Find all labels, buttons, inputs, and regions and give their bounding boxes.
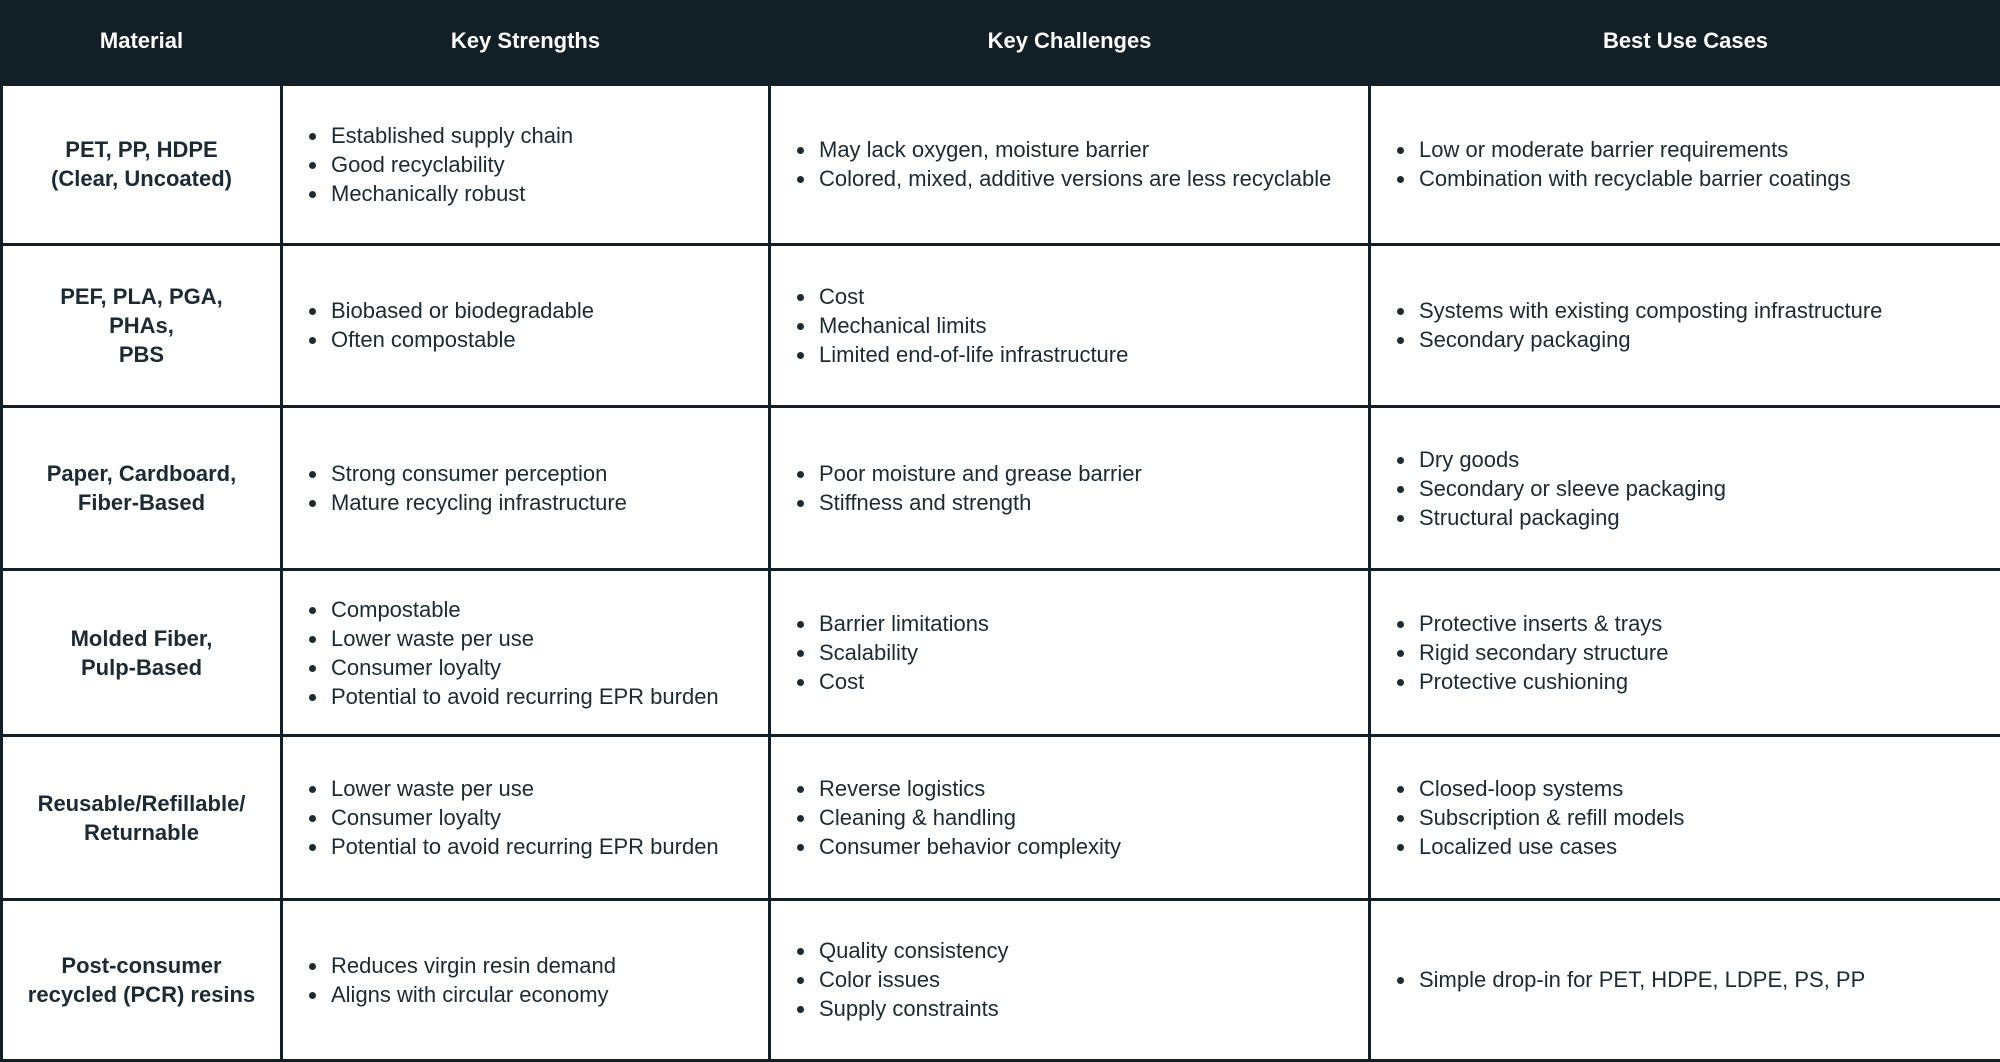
list-item: • Lower waste per use <box>329 624 748 653</box>
list-item: • Stiffness and strength <box>817 488 1348 517</box>
list-item: • Mechanical limits <box>817 311 1348 340</box>
table-header <box>2 0 2000 84</box>
challenges-list <box>793 459 1348 517</box>
use-cases-list <box>1393 296 1980 354</box>
use-cases-list <box>1393 135 1980 193</box>
list-item: • Often compostable <box>329 325 748 354</box>
material-line: Pulp-Based <box>80 654 203 680</box>
material-cell <box>2 84 282 244</box>
material-line: Paper, Cardboard, <box>46 461 237 487</box>
strengths-list <box>305 121 748 208</box>
challenges-cell <box>770 406 1370 569</box>
challenges-cell <box>770 244 1370 406</box>
strengths-cell <box>282 244 770 406</box>
use-cases-list <box>1393 965 1980 994</box>
list-item: • Cleaning & handling <box>817 803 1348 832</box>
strengths-list <box>305 595 748 711</box>
challenges-cell <box>770 736 1370 899</box>
list-item: • Secondary or sleeve packaging <box>1417 474 1980 503</box>
list-item: • Colored, mixed, additive versions are less recyclable <box>817 164 1348 193</box>
list-item: • Protective cushioning <box>1417 667 1980 696</box>
strengths-cell <box>282 736 770 899</box>
use-cases-cell <box>1370 244 2000 406</box>
list-item: • Consumer loyalty <box>329 653 748 682</box>
list-item: • Aligns with circular economy <box>329 980 748 1009</box>
challenges-list <box>793 282 1348 369</box>
list-item: • Rigid secondary structure <box>1417 638 1980 667</box>
challenges-list <box>793 609 1348 696</box>
list-item: • Scalability <box>817 638 1348 667</box>
challenges-cell <box>770 899 1370 1060</box>
list-item: • Poor moisture and grease barrier <box>817 459 1348 488</box>
list-item: • Secondary packaging <box>1417 325 1980 354</box>
strengths-cell <box>282 84 770 244</box>
list-item: • Cost <box>817 282 1348 311</box>
list-item: • Compostable <box>329 595 748 624</box>
strengths-list <box>305 296 748 354</box>
material-line: Fiber-Based <box>77 490 206 516</box>
list-item: • Potential to avoid recurring EPR burden <box>329 682 748 711</box>
list-item: • Quality consistency <box>817 936 1348 965</box>
use-cases-list <box>1393 774 1980 861</box>
table-row <box>2 244 2000 406</box>
challenges-cell <box>770 570 1370 736</box>
header-row <box>2 0 2000 84</box>
list-item: • Mature recycling infrastructure <box>329 488 748 517</box>
material-line: Reusable/Refillable/ <box>37 790 246 816</box>
material-cell <box>2 406 282 569</box>
list-item: • Biobased or biodegradable <box>329 296 748 325</box>
table-row <box>2 84 2000 244</box>
list-item: • Reverse logistics <box>817 774 1348 803</box>
list-item: • Closed-loop systems <box>1417 774 1980 803</box>
table-row <box>2 899 2000 1060</box>
list-item: • May lack oxygen, moisture barrier <box>817 135 1348 164</box>
table-row <box>2 406 2000 569</box>
strengths-list <box>305 774 748 861</box>
list-item: • Barrier limitations <box>817 609 1348 638</box>
material-line: (Clear, Uncoated) <box>51 166 232 192</box>
material-line: PET, PP, HDPE <box>65 137 218 163</box>
list-item: • Potential to avoid recurring EPR burden <box>329 832 748 861</box>
strengths-list <box>305 459 748 517</box>
challenges-cell <box>770 84 1370 244</box>
list-item: • Strong consumer perception <box>329 459 748 488</box>
list-item: • Lower waste per use <box>329 774 748 803</box>
list-item: • Color issues <box>817 965 1348 994</box>
header-key-challenges: Key Challenges <box>770 0 1370 84</box>
list-item: • Established supply chain <box>329 121 748 150</box>
challenges-list <box>793 135 1348 193</box>
list-item: • Structural packaging <box>1417 503 1980 532</box>
list-item: • Reduces virgin resin demand <box>329 951 748 980</box>
list-item: • Dry goods <box>1417 445 1980 474</box>
list-item: • Subscription & refill models <box>1417 803 1980 832</box>
table-row <box>2 570 2000 736</box>
list-item: • Simple drop-in for PET, HDPE, LDPE, PS, PP <box>1417 965 1980 994</box>
list-item: • Consumer behavior complexity <box>817 832 1348 861</box>
strengths-cell <box>282 570 770 736</box>
material-line: Returnable <box>84 819 199 845</box>
header-best-use-cases: Best Use Cases <box>1370 0 2000 84</box>
material-cell <box>2 244 282 406</box>
material-line: PBS <box>118 341 165 367</box>
list-item: • Low or moderate barrier requirements <box>1417 135 1980 164</box>
strengths-list <box>305 951 748 1009</box>
list-item: • Combination with recyclable barrier coatings <box>1417 164 1980 193</box>
list-item: • Good recyclability <box>329 150 748 179</box>
list-item: • Limited end-of-life infrastructure <box>817 340 1348 369</box>
table-body <box>2 84 2000 1061</box>
material-line: PEF, PLA, PGA, PHAs, <box>60 283 223 338</box>
list-item: • Cost <box>817 667 1348 696</box>
use-cases-cell <box>1370 84 2000 244</box>
material-cell <box>2 736 282 899</box>
use-cases-list <box>1393 609 1980 696</box>
material-line: recycled (PCR) resins <box>27 981 256 1007</box>
challenges-list <box>793 774 1348 861</box>
header-material: Material <box>2 0 282 84</box>
use-cases-cell <box>1370 736 2000 899</box>
list-item: • Protective inserts & trays <box>1417 609 1980 638</box>
strengths-cell <box>282 899 770 1060</box>
list-item: • Supply constraints <box>817 994 1348 1023</box>
use-cases-list <box>1393 445 1980 532</box>
strengths-cell <box>282 406 770 569</box>
material-line: Molded Fiber, <box>70 625 213 651</box>
header-key-strengths: Key Strengths <box>282 0 770 84</box>
material-cell <box>2 570 282 736</box>
challenges-list <box>793 936 1348 1023</box>
table-row <box>2 736 2000 899</box>
material-cell <box>2 899 282 1060</box>
use-cases-cell <box>1370 899 2000 1060</box>
list-item: • Systems with existing composting infrastructure <box>1417 296 1980 325</box>
material-line: Post-consumer <box>61 952 222 978</box>
list-item: • Consumer loyalty <box>329 803 748 832</box>
use-cases-cell <box>1370 570 2000 736</box>
list-item: • Localized use cases <box>1417 832 1980 861</box>
list-item: • Mechanically robust <box>329 179 748 208</box>
use-cases-cell <box>1370 406 2000 569</box>
